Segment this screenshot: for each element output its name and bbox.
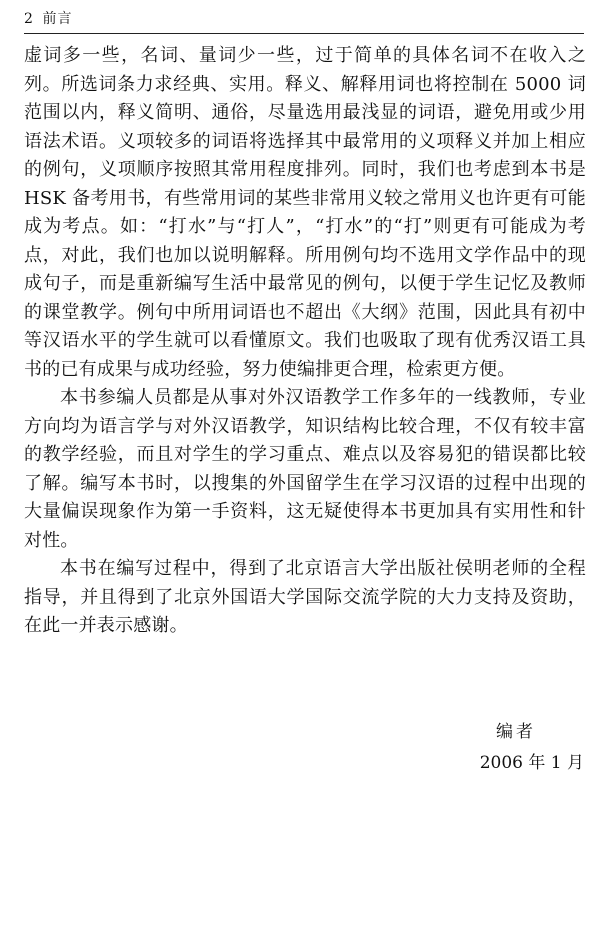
paragraph-acknowledgements: 本书在编写过程中，得到了北京语言大学出版社侯明老师的全程指导，并且得到了北京外国语大学国际交流学院的大力支持及资助，在此一并表示感谢。 xyxy=(24,558,586,636)
publication-date: 2006 年 1 月 xyxy=(479,753,584,773)
running-title: 前言 xyxy=(42,11,73,27)
page-number: 2 xyxy=(24,11,33,27)
paragraph-continued: 虚词多一些，名词、量词少一些，过于简单的具体名词不在收入之列。所选词条力求经典、实用。释义、解释用词也将控制在 5000 词范围以内，释义简明、通俗，尽量选用最浅显的词语，避免用或少用语法术语。义项较多的词语将选择其中最常用的义项释义并加上相应的例句，义项顺序按照其常用程度排列。同时，我们也考虑到本书是 HSK 备考用书，有些常用词的某些非常用义较之常用义也许更有可能成为考点。如：“打水”与“打人”，“打水”的“打”则更有可能成为考点，对此，我们也加以说明解释。所用例句均不选用文学作品中的现成句子，而是重新编写生活中最常见的例句，以便于学生记忆及教师的课堂教学。例句中所用词语也不超出《大纲》范围，因此具有初中等汉语水平的学生就可以看懂原文。我们也吸取了现有优秀汉语工具书的已有成果与成功经验，努力使编排更合理，检索更方便。 xyxy=(24,45,586,380)
paragraph-contributors: 本书参编人员都是从事对外汉语教学工作多年的一线教师，专业方向均为语言学与对外汉语教学，知识结构比较合理，不仅有较丰富的教学经验，而且对学生的学习重点、难点以及容易犯的错误都比较了解。编写本书时，以搜集的外国留学生在学习汉语的过程中出现的大量偏误现象作为第一手资料，这无疑使得本书更加具有实用性和针对性。 xyxy=(24,387,586,551)
signature-block xyxy=(480,717,584,779)
page-header xyxy=(24,9,584,34)
preface-body xyxy=(24,42,586,641)
editor-signature: 编者 xyxy=(496,722,536,742)
